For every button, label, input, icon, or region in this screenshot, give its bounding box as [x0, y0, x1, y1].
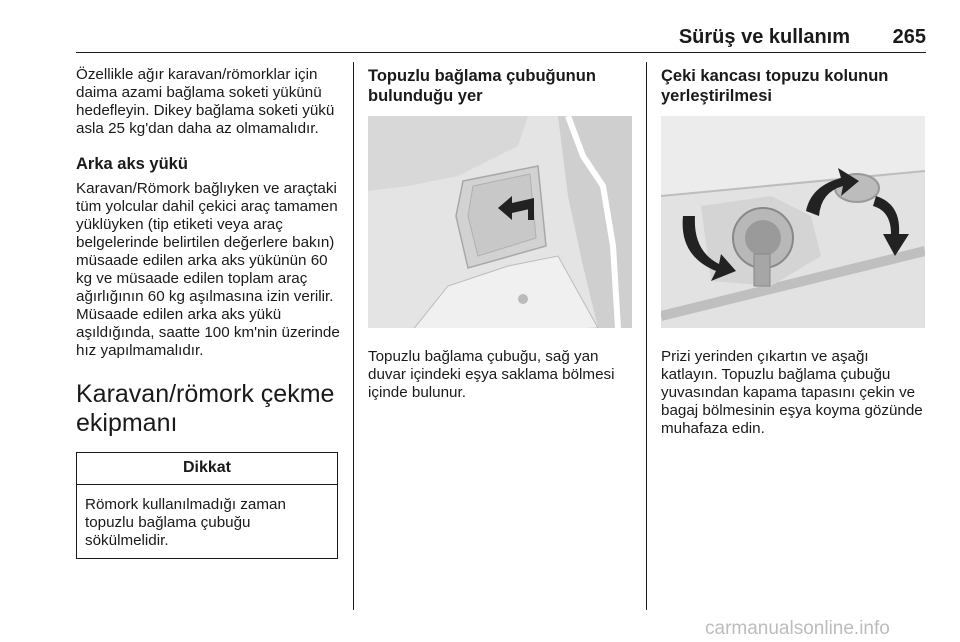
intro-paragraph: Özellikle ağır karavan/römorklar için daima azami bağlama soketi yükünü hedefleyin. Dikey bağlama soketi yükü asla 25 kg'dan daha az olmamalıdır. — [76, 66, 335, 137]
column-right — [661, 66, 927, 438]
watermark-text: carmanualsonline.info — [705, 618, 890, 639]
insertion-heading: Çeki kancası topuzu kolunun yerleştirilmesi — [661, 67, 889, 105]
column-middle — [368, 66, 632, 402]
location-caption: Topuzlu bağlama çubuğu, sağ yan duvar içindeki eşya saklama bölmesi içinde bulunur. — [368, 348, 615, 401]
notice-box — [76, 452, 338, 559]
notice-body: Römork kullanılmadığı zaman topuzlu bağlama çubuğu sökülmelidir. — [85, 496, 286, 549]
column-left — [76, 66, 342, 559]
section-title: Sürüş ve kullanım — [678, 26, 850, 48]
header-rule — [76, 52, 926, 53]
column-divider-left — [353, 62, 354, 610]
section-heading: Karavan/römork çekme ekipmanı — [76, 380, 335, 437]
column-divider-right — [646, 62, 647, 610]
storage-compartment-illustration — [368, 116, 632, 328]
tow-socket-illustration — [661, 116, 925, 328]
rear-axle-paragraph: Karavan/Römork bağlıyken ve araçtaki tüm yolcular dahil çekici araç tamamen yüklüyken (tip etiketi veya araç belgelerinde belirtilen değerlere bakın) müsaade edilen arka aks yükünün 60 kg ve müsaade edilen toplam araç ağırlığının 60 kg aşılmasına izin verilir. Müsaade edilen arka aks yükü aşıldığında, saatte 100 km'nin üzerinde hız yapılmamalıdır. — [76, 180, 340, 359]
page-number: 265 — [892, 26, 926, 48]
location-heading: Topuzlu bağlama çubuğunun bulunduğu yer — [368, 67, 596, 105]
insertion-caption: Prizi yerinden çıkartın ve aşağı katlayın. Topuzlu bağlama çubuğu yuvasından kapama tapasını çekin ve bagaj bölmesinin eşya koyma gözünde muhafaza edin. — [661, 348, 923, 437]
rear-axle-heading: Arka aks yükü — [76, 155, 188, 173]
notice-title: Dikkat — [77, 453, 337, 485]
